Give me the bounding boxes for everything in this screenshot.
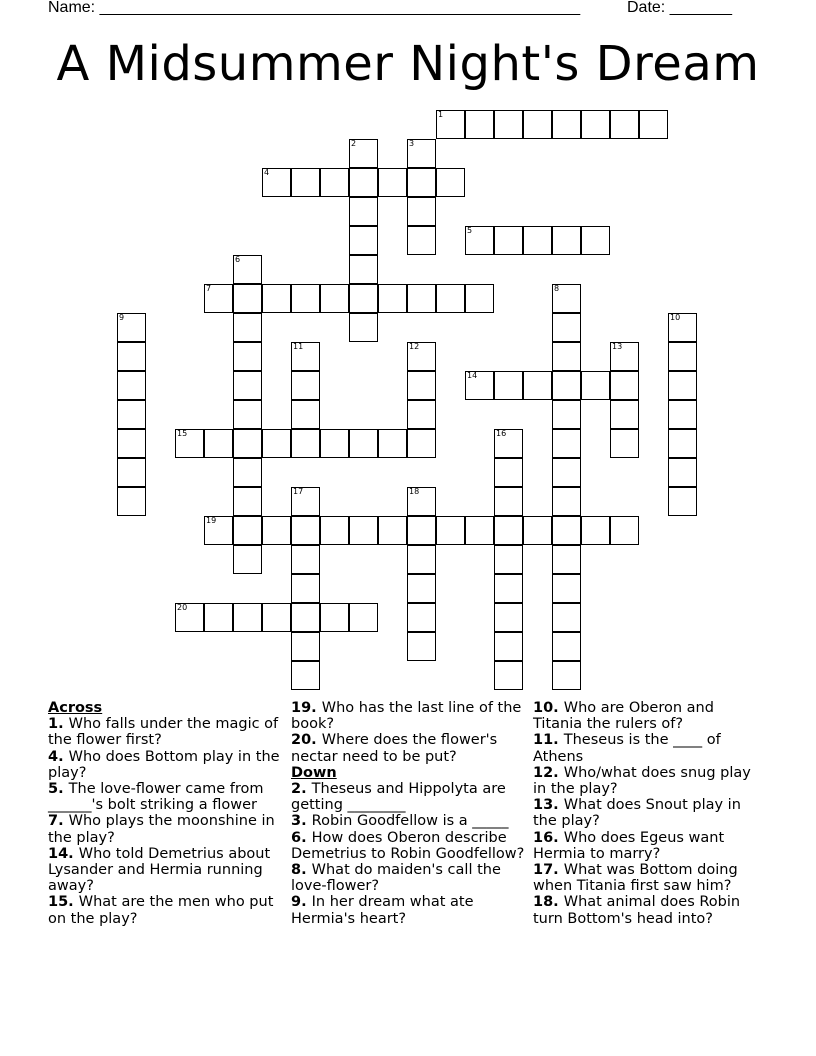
puzzle-title: A Midsummer Night's Dream	[56, 36, 760, 92]
grid-cell[interactable]	[349, 226, 378, 255]
clue-number: 6	[235, 255, 241, 264]
grid-cell[interactable]	[233, 313, 262, 342]
grid-cell[interactable]	[117, 342, 146, 371]
down-clue	[291, 781, 531, 813]
clue-number: 1	[438, 110, 444, 119]
down-clue	[533, 894, 765, 926]
grid-cell[interactable]	[552, 545, 581, 574]
grid-cell[interactable]	[523, 516, 552, 545]
date-field[interactable]: Date: _______	[627, 0, 732, 16]
grid-cell[interactable]	[407, 284, 436, 313]
grid-cell[interactable]	[262, 284, 291, 313]
clue-number: 2	[351, 139, 357, 148]
clue-number: 11	[293, 342, 304, 351]
grid-cell[interactable]	[349, 313, 378, 342]
grid-cell[interactable]	[494, 661, 523, 690]
clue-text: The love-flower came from ______'s bolt striking a flower	[48, 781, 264, 814]
grid-cell[interactable]	[581, 226, 610, 255]
name-field[interactable]: Name: ______________________________________________________	[48, 0, 581, 16]
across-clue	[48, 781, 280, 813]
clue-number: 14	[467, 371, 478, 380]
grid-cell[interactable]	[233, 545, 262, 574]
grid-cell[interactable]	[291, 574, 320, 603]
clue-number: 13	[612, 342, 623, 351]
grid-cell[interactable]	[320, 516, 349, 545]
across-clue	[291, 700, 531, 732]
clue-text: What was Bottom doing when Titania first saw him?	[533, 862, 738, 895]
clue-text: Who plays the moonshine in the play?	[48, 813, 275, 846]
grid-cell[interactable]	[494, 574, 523, 603]
grid-cell[interactable]	[262, 168, 291, 197]
clue-text: Who are Oberon and Titania the rulers of?	[533, 700, 714, 733]
grid-cell[interactable]	[494, 458, 523, 487]
clue-number: 8	[554, 284, 560, 293]
grid-cell[interactable]	[436, 110, 465, 139]
grid-cell[interactable]	[233, 516, 262, 545]
grid-cell[interactable]	[407, 545, 436, 574]
grid-cell[interactable]	[262, 516, 291, 545]
grid-cell[interactable]	[436, 168, 465, 197]
clue-label: 17.	[533, 862, 564, 879]
grid-cell[interactable]	[320, 429, 349, 458]
clue-text: Who falls under the magic of the flower first?	[48, 716, 279, 749]
clue-label: 3.	[291, 813, 312, 830]
grid-cell[interactable]	[117, 429, 146, 458]
grid-cell[interactable]	[407, 139, 436, 168]
grid-cell[interactable]	[175, 603, 204, 632]
down-clue	[533, 732, 765, 764]
clue-number: 4	[264, 168, 270, 177]
clue-text: Robin Goodfellow is a _____	[311, 813, 509, 830]
clue-text: How does Oberon describe Demetrius to Robin Goodfellow?	[291, 829, 525, 862]
clue-text: In her dream what ate Hermia's heart?	[291, 894, 474, 927]
clue-label: 11.	[533, 732, 564, 749]
grid-cell[interactable]	[465, 226, 494, 255]
clue-text: Who/what does snug play in the play?	[533, 764, 751, 798]
clue-label: 20.	[291, 732, 322, 749]
grid-cell[interactable]	[407, 516, 436, 545]
clue-number: 18	[409, 487, 420, 496]
clue-number: 7	[206, 284, 212, 293]
grid-cell[interactable]	[436, 516, 465, 545]
grid-cell[interactable]	[494, 487, 523, 516]
down-clue	[291, 862, 531, 894]
grid-cell[interactable]	[610, 429, 639, 458]
clue-label: 2.	[291, 781, 312, 798]
clues-column-1	[48, 700, 280, 927]
grid-cell[interactable]	[233, 603, 262, 632]
clue-label: 18.	[533, 894, 564, 911]
grid-cell[interactable]	[407, 168, 436, 197]
clue-text: Theseus is the ____ of Athens	[533, 732, 721, 765]
grid-cell[interactable]	[465, 371, 494, 400]
grid-cell[interactable]	[523, 226, 552, 255]
grid-cell[interactable]	[291, 168, 320, 197]
grid-cell[interactable]	[581, 516, 610, 545]
down-clue	[291, 830, 531, 862]
across-clue	[291, 732, 531, 764]
clue-text: Who does Bottom play in the play?	[48, 748, 280, 781]
grid-cell[interactable]	[407, 226, 436, 255]
grid-cell[interactable]	[291, 284, 320, 313]
grid-cell[interactable]	[378, 168, 407, 197]
clue-text: Who told Demetrius about Lysander and Hermia running away?	[48, 845, 271, 895]
grid-cell[interactable]	[552, 342, 581, 371]
down-clue	[533, 765, 765, 797]
clue-label: 4.	[48, 748, 69, 765]
grid-cell[interactable]	[291, 661, 320, 690]
grid-cell[interactable]	[233, 458, 262, 487]
grid-cell[interactable]	[407, 342, 436, 371]
grid-cell[interactable]	[407, 400, 436, 429]
clue-text: Who does Egeus want Hermia to marry?	[533, 829, 725, 862]
clue-label: 5.	[48, 781, 69, 798]
grid-cell[interactable]	[494, 545, 523, 574]
grid-cell[interactable]	[117, 400, 146, 429]
grid-cell[interactable]	[117, 458, 146, 487]
clue-label: 12.	[533, 764, 564, 781]
grid-cell[interactable]	[291, 487, 320, 516]
clue-number: 10	[670, 313, 681, 322]
grid-cell[interactable]	[349, 197, 378, 226]
grid-cell[interactable]	[204, 603, 233, 632]
down-heading: Down	[291, 764, 337, 781]
grid-cell[interactable]	[291, 632, 320, 661]
grid-cell[interactable]	[465, 516, 494, 545]
clue-label: 14.	[48, 845, 79, 862]
grid-cell[interactable]	[552, 429, 581, 458]
across-clue	[48, 813, 280, 845]
grid-cell[interactable]	[233, 342, 262, 371]
clue-text: Where does the flower's nectar need to be put?	[291, 732, 498, 765]
down-clue	[291, 894, 531, 926]
grid-cell[interactable]	[349, 603, 378, 632]
grid-cell[interactable]	[465, 284, 494, 313]
across-heading: Across	[48, 700, 103, 716]
grid-cell[interactable]	[291, 545, 320, 574]
grid-cell[interactable]	[668, 429, 697, 458]
clue-number: 16	[496, 429, 507, 438]
grid-cell[interactable]	[117, 313, 146, 342]
grid-cell[interactable]	[349, 168, 378, 197]
clue-label: 19.	[291, 700, 322, 716]
grid-cell[interactable]	[378, 516, 407, 545]
grid-cell[interactable]	[320, 168, 349, 197]
grid-cell[interactable]	[523, 371, 552, 400]
grid-cell[interactable]	[494, 632, 523, 661]
grid-cell[interactable]	[494, 516, 523, 545]
clue-text: What animal does Robin turn Bottom's head into?	[533, 894, 741, 927]
grid-cell[interactable]	[233, 371, 262, 400]
grid-cell[interactable]	[552, 400, 581, 429]
grid-cell[interactable]	[610, 371, 639, 400]
grid-cell[interactable]	[552, 516, 581, 545]
grid-cell[interactable]	[320, 603, 349, 632]
grid-cell[interactable]	[233, 255, 262, 284]
clue-label: 7.	[48, 813, 69, 830]
clue-number: 12	[409, 342, 420, 351]
grid-cell[interactable]	[349, 139, 378, 168]
grid-cell[interactable]	[291, 371, 320, 400]
clue-label: 10.	[533, 700, 564, 716]
grid-cell[interactable]	[494, 371, 523, 400]
clue-number: 9	[119, 313, 125, 322]
grid-cell[interactable]	[494, 226, 523, 255]
grid-cell[interactable]	[175, 429, 204, 458]
grid-cell[interactable]	[233, 400, 262, 429]
grid-cell[interactable]	[378, 429, 407, 458]
clue-label: 16.	[533, 829, 564, 846]
grid-cell[interactable]	[610, 342, 639, 371]
grid-cell[interactable]	[349, 429, 378, 458]
grid-cell[interactable]	[639, 110, 668, 139]
grid-cell[interactable]	[668, 313, 697, 342]
grid-cell[interactable]	[407, 371, 436, 400]
across-clue	[48, 749, 280, 781]
clue-number: 5	[467, 226, 473, 235]
across-clue	[48, 846, 280, 895]
clue-text: What are the men who put on the play?	[48, 894, 274, 927]
clue-number: 20	[177, 603, 188, 612]
grid-cell[interactable]	[494, 110, 523, 139]
grid-cell[interactable]	[552, 458, 581, 487]
grid-cell[interactable]	[668, 371, 697, 400]
grid-cell[interactable]	[494, 603, 523, 632]
grid-cell[interactable]	[262, 603, 291, 632]
grid-cell[interactable]	[320, 284, 349, 313]
clue-text: What does Snout play in the play?	[533, 797, 741, 830]
grid-cell[interactable]	[204, 284, 233, 313]
grid-cell[interactable]	[552, 603, 581, 632]
grid-cell[interactable]	[465, 110, 494, 139]
clue-label: 1.	[48, 716, 69, 733]
grid-cell[interactable]	[407, 429, 436, 458]
grid-cell[interactable]	[552, 110, 581, 139]
grid-cell[interactable]	[523, 110, 552, 139]
grid-cell[interactable]	[552, 226, 581, 255]
grid-cell[interactable]	[349, 284, 378, 313]
grid-cell[interactable]	[581, 371, 610, 400]
clue-text: Who has the last line of the book?	[291, 700, 522, 733]
clue-label: 15.	[48, 894, 79, 911]
grid-cell[interactable]	[117, 487, 146, 516]
grid-cell[interactable]	[668, 458, 697, 487]
grid-cell[interactable]	[204, 429, 233, 458]
grid-cell[interactable]	[233, 429, 262, 458]
grid-cell[interactable]	[552, 371, 581, 400]
clues-column-3	[533, 700, 765, 927]
down-clue	[291, 813, 531, 829]
clue-label: 13.	[533, 797, 564, 814]
down-clue	[533, 700, 765, 732]
clue-number: 3	[409, 139, 415, 148]
clue-number: 19	[206, 516, 217, 525]
grid-cell[interactable]	[581, 110, 610, 139]
grid-cell[interactable]	[552, 284, 581, 313]
grid-cell[interactable]	[436, 284, 465, 313]
grid-cell[interactable]	[668, 400, 697, 429]
clue-number: 17	[293, 487, 304, 496]
grid-cell[interactable]	[291, 516, 320, 545]
clue-label: 9.	[291, 894, 312, 911]
grid-cell[interactable]	[204, 516, 233, 545]
across-clue	[48, 716, 280, 748]
grid-cell[interactable]	[262, 429, 291, 458]
grid-cell[interactable]	[291, 429, 320, 458]
grid-cell[interactable]	[378, 284, 407, 313]
grid-cell[interactable]	[552, 487, 581, 516]
grid-cell[interactable]	[552, 313, 581, 342]
grid-cell[interactable]	[349, 255, 378, 284]
down-clue	[533, 797, 765, 829]
grid-cell[interactable]	[407, 574, 436, 603]
grid-cell[interactable]	[610, 400, 639, 429]
grid-cell[interactable]	[233, 487, 262, 516]
grid-cell[interactable]	[610, 516, 639, 545]
grid-cell[interactable]	[407, 632, 436, 661]
grid-cell[interactable]	[552, 632, 581, 661]
grid-cell[interactable]	[668, 342, 697, 371]
down-clue	[533, 830, 765, 862]
grid-cell[interactable]	[552, 661, 581, 690]
clue-text: Theseus and Hippolyta are getting ________	[291, 781, 506, 814]
clue-text: What do maiden's call the love-flower?	[291, 862, 501, 895]
grid-cell[interactable]	[610, 110, 639, 139]
down-clue	[533, 862, 765, 894]
clue-number: 15	[177, 429, 188, 438]
clues-column-2	[291, 700, 531, 927]
grid-cell[interactable]	[117, 371, 146, 400]
grid-cell[interactable]	[407, 487, 436, 516]
grid-cell[interactable]	[407, 197, 436, 226]
grid-cell[interactable]	[407, 603, 436, 632]
clue-label: 6.	[291, 829, 312, 846]
grid-cell[interactable]	[552, 574, 581, 603]
across-clue	[48, 894, 280, 926]
grid-cell[interactable]	[233, 284, 262, 313]
grid-cell[interactable]	[668, 487, 697, 516]
grid-cell[interactable]	[291, 342, 320, 371]
grid-cell[interactable]	[291, 603, 320, 632]
grid-cell[interactable]	[494, 429, 523, 458]
grid-cell[interactable]	[291, 400, 320, 429]
clue-label: 8.	[291, 862, 312, 879]
grid-cell[interactable]	[349, 516, 378, 545]
